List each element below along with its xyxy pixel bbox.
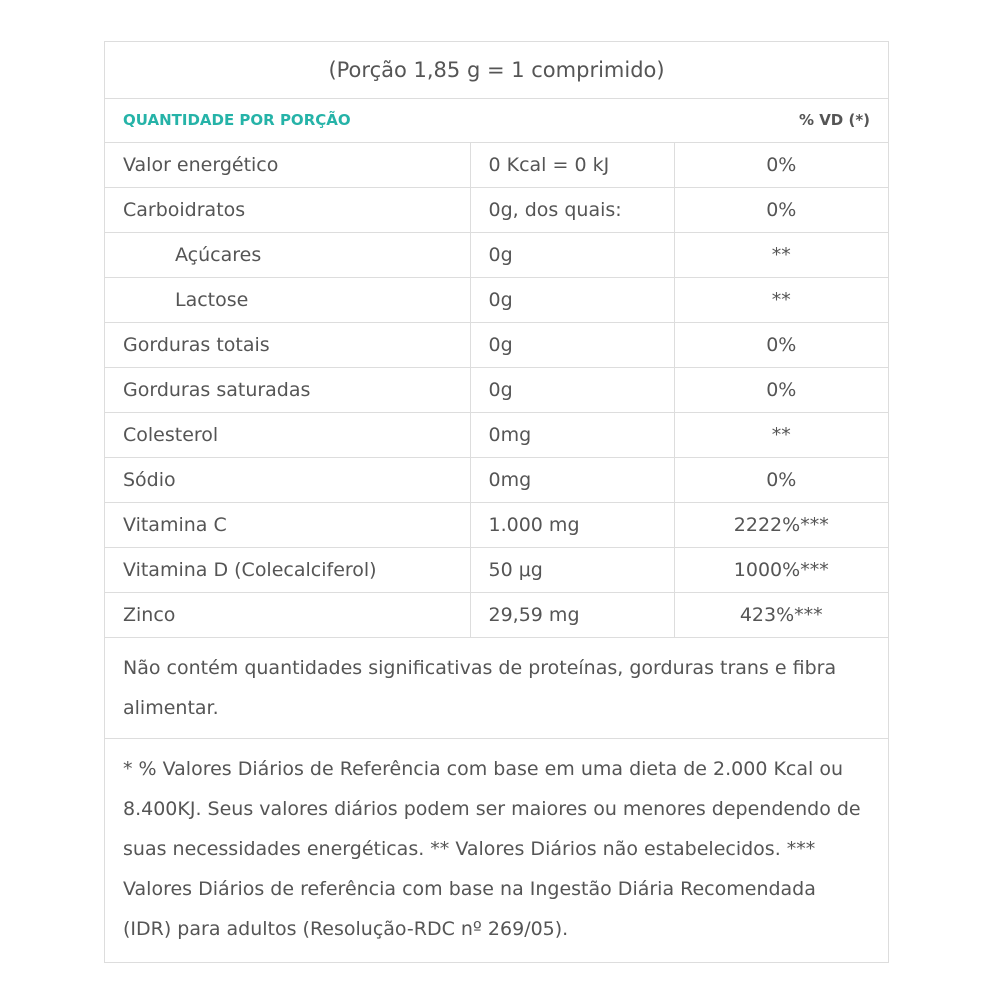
nutrient-name: Colesterol [105, 412, 470, 457]
nutrient-vd: 1000%*** [674, 547, 888, 592]
table-row [105, 412, 888, 457]
nutrient-name: Vitamina C [105, 502, 470, 547]
nutrient-amount: 50 μg [470, 547, 674, 592]
nutrient-name: Gorduras totais [105, 322, 470, 367]
nutrient-name: Lactose [105, 277, 470, 322]
quantity-header: QUANTIDADE POR PORÇÃO [105, 98, 674, 142]
table-row [105, 187, 888, 232]
nutrient-vd: 0% [674, 142, 888, 187]
table-row [105, 232, 888, 277]
table-row [105, 277, 888, 322]
nutrient-amount: 0 Kcal = 0 kJ [470, 142, 674, 187]
nutrient-amount: 0g, dos quais: [470, 187, 674, 232]
nutrient-amount: 29,59 mg [470, 592, 674, 637]
header-row [105, 98, 888, 142]
nutrient-vd: ** [674, 277, 888, 322]
portion-text: (Porção 1,85 g = 1 comprimido) [328, 57, 665, 82]
nutrient-vd: 0% [674, 367, 888, 412]
nutrient-name: Gorduras saturadas [105, 367, 470, 412]
nutrient-name: Açúcares [105, 232, 470, 277]
nutrient-amount: 0g [470, 277, 674, 322]
footnote-text: * % Valores Diários de Referência com base em uma dieta de 2.000 Kcal ou 8.400KJ. Seus valores diários podem ser maiores ou menores dependendo de suas necessidades energéticas. ** Valores Diários não estabelecidos. *** Valores Diários de referência com base na Ingestão Diária Recomendada (IDR) para adultos (Resolução-RDC nº 269/05). [105, 738, 888, 959]
nutrient-name: Vitamina D (Colecalciferol) [105, 547, 470, 592]
nutrient-vd: ** [674, 412, 888, 457]
nutrient-vd: ** [674, 232, 888, 277]
nutrient-amount: 0g [470, 232, 674, 277]
table-row [105, 457, 888, 502]
nutrient-vd: 0% [674, 187, 888, 232]
portion-row [105, 42, 888, 98]
table-row [105, 322, 888, 367]
nutrient-amount: 0mg [470, 457, 674, 502]
nutrient-amount: 0g [470, 322, 674, 367]
nutrient-name: Sódio [105, 457, 470, 502]
table-row [105, 367, 888, 412]
nutrient-amount: 0mg [470, 412, 674, 457]
table-row [105, 502, 888, 547]
nutrient-name: Valor energético [105, 142, 470, 187]
table-row [105, 142, 888, 187]
nutrition-facts-panel [104, 41, 889, 963]
nutrition-table [105, 42, 888, 959]
note-row [105, 637, 888, 738]
no-significant-note: Não contém quantidades significativas de proteínas, gorduras trans e fibra alimentar. [105, 637, 888, 738]
vd-header: % VD (*) [674, 98, 888, 142]
nutrient-vd: 0% [674, 457, 888, 502]
nutrient-name: Carboidratos [105, 187, 470, 232]
table-row [105, 592, 888, 637]
nutrient-vd: 2222%*** [674, 502, 888, 547]
footnote-row [105, 738, 888, 959]
nutrient-vd: 0% [674, 322, 888, 367]
nutrient-vd: 423%*** [674, 592, 888, 637]
nutrient-name: Zinco [105, 592, 470, 637]
nutrient-amount: 1.000 mg [470, 502, 674, 547]
nutrient-amount: 0g [470, 367, 674, 412]
table-row [105, 547, 888, 592]
